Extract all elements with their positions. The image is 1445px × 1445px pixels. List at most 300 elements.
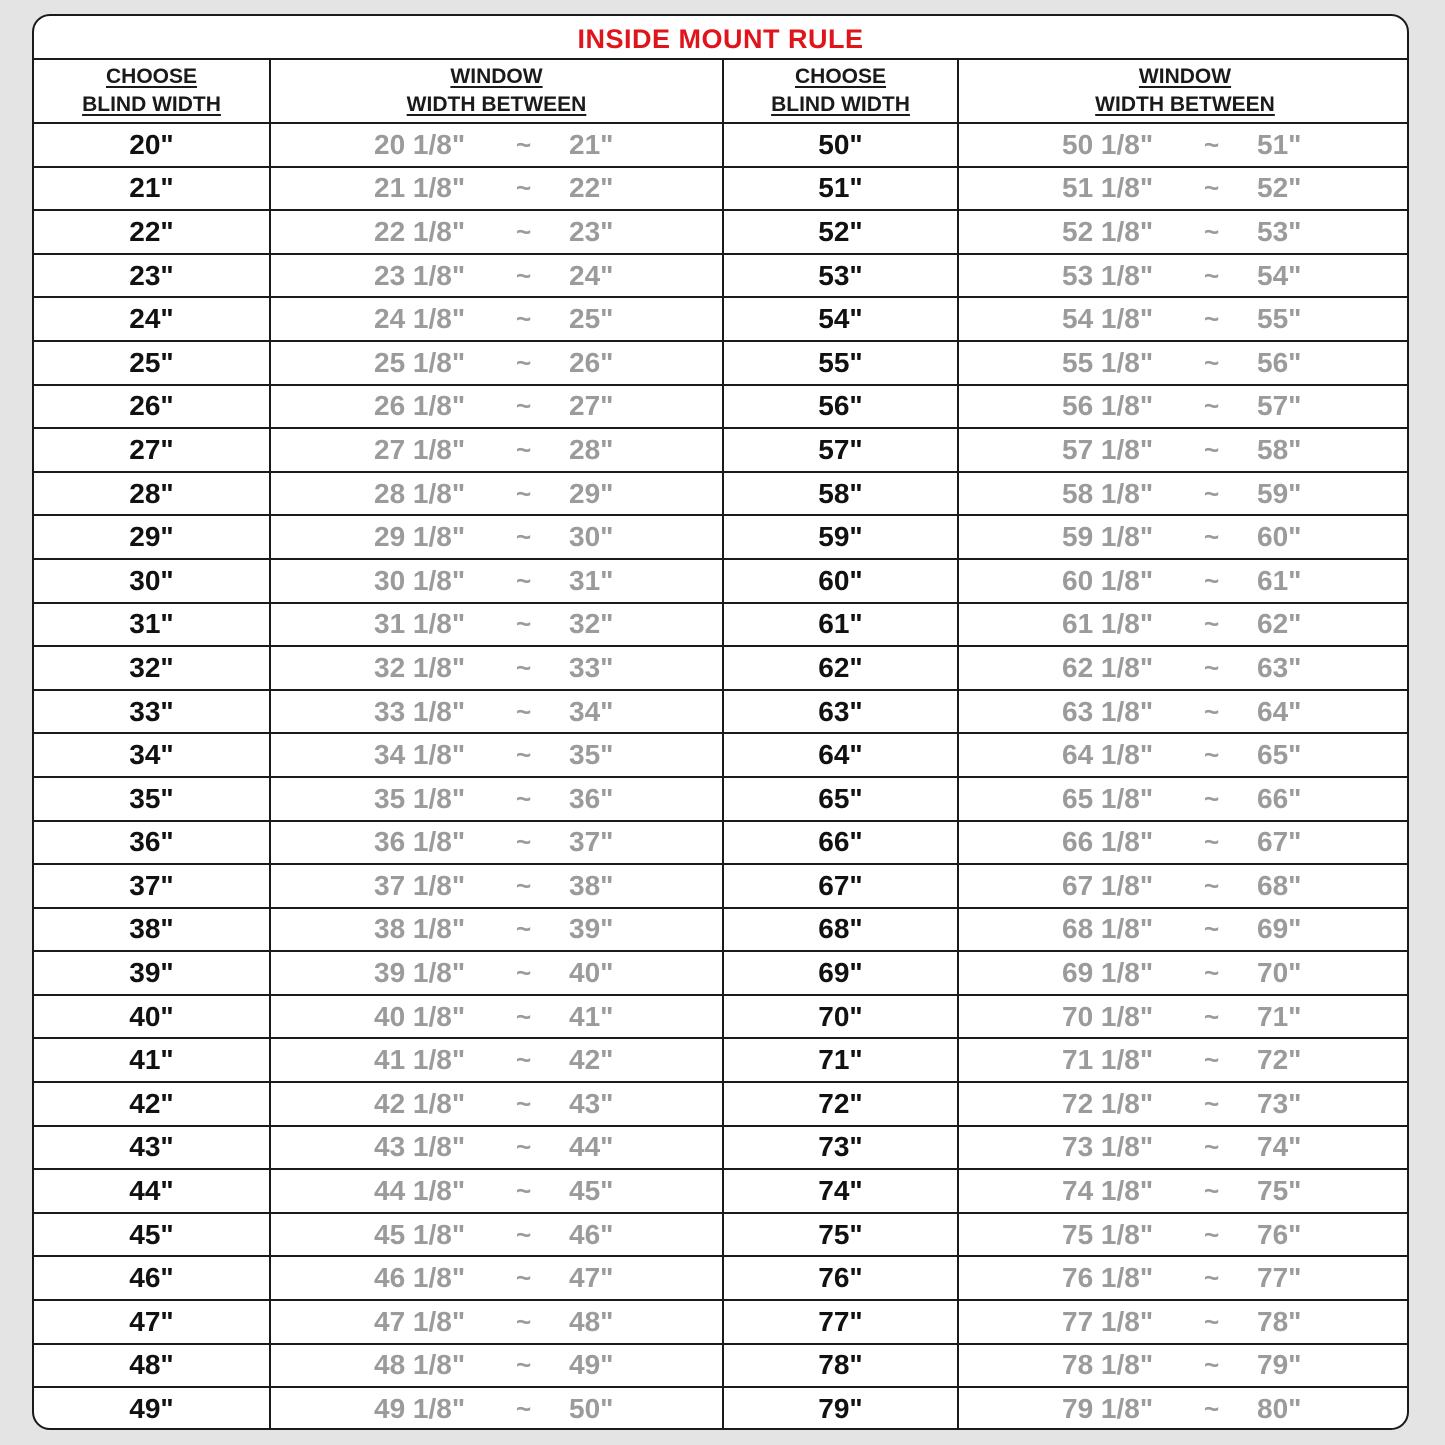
range-separator: ~	[1204, 1262, 1220, 1293]
range-from: 35 1/8"	[374, 782, 466, 814]
table-row	[34, 210, 1409, 254]
window-width-range-right	[958, 733, 1409, 777]
window-width-range-right	[958, 908, 1409, 952]
table-row	[34, 167, 1409, 211]
header-row	[34, 60, 1409, 123]
window-width-range-right	[958, 951, 1409, 995]
window-width-range-left	[270, 1038, 723, 1082]
range-from: 27 1/8"	[374, 433, 466, 465]
range-separator: ~	[1204, 260, 1220, 291]
blind-width-left: 33"	[34, 690, 270, 734]
window-width-range-right	[958, 210, 1409, 254]
range-to: 47"	[569, 1262, 614, 1294]
blind-width-left: 43"	[34, 1126, 270, 1170]
range-separator: ~	[516, 1306, 532, 1337]
window-width-range-right	[958, 515, 1409, 559]
window-width-range-right	[958, 1256, 1409, 1300]
window-width-range-right	[958, 123, 1409, 167]
range-separator: ~	[516, 652, 532, 683]
window-width-range-right	[958, 472, 1409, 516]
range-from: 61 1/8"	[1062, 608, 1154, 640]
range-from: 73 1/8"	[1062, 1131, 1154, 1163]
blind-width-right: 57"	[723, 428, 958, 472]
range-to: 21"	[569, 128, 614, 160]
range-from: 55 1/8"	[1062, 346, 1154, 378]
window-width-range-right	[958, 1169, 1409, 1213]
range-from: 56 1/8"	[1062, 390, 1154, 422]
table-row	[34, 559, 1409, 603]
range-to: 51"	[1257, 128, 1302, 160]
range-to: 27"	[569, 390, 614, 422]
range-to: 24"	[569, 259, 614, 291]
range-to: 72"	[1257, 1044, 1302, 1076]
range-to: 77"	[1257, 1262, 1302, 1294]
header-window-width-between-left: WINDOW WIDTH BETWEEN	[270, 60, 723, 123]
blind-width-left: 35"	[34, 777, 270, 821]
range-to: 30"	[569, 521, 614, 553]
blind-width-right: 73"	[723, 1126, 958, 1170]
range-separator: ~	[516, 478, 532, 509]
table-row	[34, 1344, 1409, 1388]
range-to: 46"	[569, 1218, 614, 1250]
range-from: 37 1/8"	[374, 869, 466, 901]
range-from: 43 1/8"	[374, 1131, 466, 1163]
table-row	[34, 1169, 1409, 1213]
window-width-range-left	[270, 472, 723, 516]
header-choose-blind-width-right: CHOOSE BLIND WIDTH	[723, 60, 958, 123]
window-width-range-left	[270, 1169, 723, 1213]
blind-width-left: 21"	[34, 167, 270, 211]
range-to: 56"	[1257, 346, 1302, 378]
window-width-range-left	[270, 733, 723, 777]
range-separator: ~	[1204, 1001, 1220, 1032]
table-row	[34, 646, 1409, 690]
blind-width-right: 52"	[723, 210, 958, 254]
window-width-range-left	[270, 821, 723, 865]
range-separator: ~	[1204, 870, 1220, 901]
range-from: 77 1/8"	[1062, 1305, 1154, 1337]
window-width-range-left	[270, 167, 723, 211]
range-separator: ~	[1204, 216, 1220, 247]
range-separator: ~	[1204, 1306, 1220, 1337]
blind-width-right: 62"	[723, 646, 958, 690]
range-to: 28"	[569, 433, 614, 465]
range-from: 54 1/8"	[1062, 303, 1154, 335]
window-width-range-left	[270, 254, 723, 298]
table-row	[34, 123, 1409, 167]
range-from: 29 1/8"	[374, 521, 466, 553]
table-row	[34, 1213, 1409, 1257]
range-separator: ~	[1204, 826, 1220, 857]
window-width-range-right	[958, 1300, 1409, 1344]
range-from: 79 1/8"	[1062, 1393, 1154, 1425]
range-to: 69"	[1257, 913, 1302, 945]
window-width-range-left	[270, 123, 723, 167]
header-choose-blind-width-left: CHOOSE BLIND WIDTH	[34, 60, 270, 123]
range-separator: ~	[1204, 1219, 1220, 1250]
range-from: 42 1/8"	[374, 1087, 466, 1119]
range-to: 33"	[569, 651, 614, 683]
range-to: 49"	[569, 1349, 614, 1381]
range-to: 52"	[1257, 172, 1302, 204]
table-row	[34, 515, 1409, 559]
window-width-range-left	[270, 428, 723, 472]
table-row	[34, 995, 1409, 1039]
table-row	[34, 428, 1409, 472]
blind-width-right: 72"	[723, 1082, 958, 1126]
table-row	[34, 908, 1409, 952]
range-from: 59 1/8"	[1062, 521, 1154, 553]
range-to: 62"	[1257, 608, 1302, 640]
range-from: 78 1/8"	[1062, 1349, 1154, 1381]
range-separator: ~	[516, 1044, 532, 1075]
range-to: 31"	[569, 564, 614, 596]
window-width-range-left	[270, 908, 723, 952]
range-from: 25 1/8"	[374, 346, 466, 378]
blind-width-right: 60"	[723, 559, 958, 603]
range-from: 71 1/8"	[1062, 1044, 1154, 1076]
inside-mount-rule-chart	[32, 14, 1409, 1430]
range-to: 41"	[569, 1000, 614, 1032]
blind-width-right: 58"	[723, 472, 958, 516]
range-to: 58"	[1257, 433, 1302, 465]
range-from: 66 1/8"	[1062, 826, 1154, 858]
window-width-range-right	[958, 690, 1409, 734]
range-separator: ~	[516, 696, 532, 727]
range-separator: ~	[1204, 696, 1220, 727]
range-from: 33 1/8"	[374, 695, 466, 727]
table-row	[34, 1300, 1409, 1344]
range-separator: ~	[1204, 390, 1220, 421]
range-from: 60 1/8"	[1062, 564, 1154, 596]
range-separator: ~	[516, 870, 532, 901]
range-to: 43"	[569, 1087, 614, 1119]
range-to: 76"	[1257, 1218, 1302, 1250]
blind-width-right: 53"	[723, 254, 958, 298]
range-from: 32 1/8"	[374, 651, 466, 683]
range-from: 75 1/8"	[1062, 1218, 1154, 1250]
range-from: 24 1/8"	[374, 303, 466, 335]
window-width-range-left	[270, 341, 723, 385]
window-width-range-left	[270, 515, 723, 559]
range-from: 34 1/8"	[374, 739, 466, 771]
range-from: 30 1/8"	[374, 564, 466, 596]
window-width-range-right	[958, 428, 1409, 472]
range-separator: ~	[516, 608, 532, 639]
table-row	[34, 821, 1409, 865]
range-from: 57 1/8"	[1062, 433, 1154, 465]
window-width-range-right	[958, 297, 1409, 341]
range-from: 41 1/8"	[374, 1044, 466, 1076]
blind-width-left: 30"	[34, 559, 270, 603]
range-separator: ~	[516, 216, 532, 247]
window-width-range-left	[270, 1256, 723, 1300]
blind-width-left: 36"	[34, 821, 270, 865]
window-width-range-left	[270, 951, 723, 995]
range-from: 64 1/8"	[1062, 739, 1154, 771]
range-separator: ~	[1204, 652, 1220, 683]
chart-title: INSIDE MOUNT RULE	[34, 16, 1407, 60]
range-from: 52 1/8"	[1062, 215, 1154, 247]
blind-width-left: 24"	[34, 297, 270, 341]
range-separator: ~	[1204, 478, 1220, 509]
table-row	[34, 1038, 1409, 1082]
range-to: 65"	[1257, 739, 1302, 771]
range-separator: ~	[516, 783, 532, 814]
range-to: 66"	[1257, 782, 1302, 814]
table-row	[34, 603, 1409, 647]
range-to: 78"	[1257, 1305, 1302, 1337]
range-from: 44 1/8"	[374, 1175, 466, 1207]
range-from: 38 1/8"	[374, 913, 466, 945]
table-row	[34, 1126, 1409, 1170]
window-width-range-right	[958, 646, 1409, 690]
blind-width-right: 67"	[723, 864, 958, 908]
range-separator: ~	[1204, 347, 1220, 378]
blind-width-right: 61"	[723, 603, 958, 647]
table-row	[34, 690, 1409, 734]
size-table	[34, 60, 1409, 1430]
window-width-range-left	[270, 995, 723, 1039]
window-width-range-right	[958, 559, 1409, 603]
range-separator: ~	[1204, 129, 1220, 160]
range-separator: ~	[516, 434, 532, 465]
window-width-range-right	[958, 821, 1409, 865]
range-separator: ~	[516, 1393, 532, 1424]
range-from: 58 1/8"	[1062, 477, 1154, 509]
table-row	[34, 297, 1409, 341]
blind-width-right: 70"	[723, 995, 958, 1039]
range-separator: ~	[1204, 913, 1220, 944]
blind-width-left: 37"	[34, 864, 270, 908]
window-width-range-left	[270, 385, 723, 429]
blind-width-right: 66"	[723, 821, 958, 865]
window-width-range-left	[270, 210, 723, 254]
range-from: 47 1/8"	[374, 1305, 466, 1337]
table-row	[34, 777, 1409, 821]
range-from: 20 1/8"	[374, 128, 466, 160]
range-separator: ~	[516, 129, 532, 160]
range-to: 37"	[569, 826, 614, 858]
blind-width-left: 38"	[34, 908, 270, 952]
table-row	[34, 341, 1409, 385]
range-to: 59"	[1257, 477, 1302, 509]
range-to: 67"	[1257, 826, 1302, 858]
range-from: 26 1/8"	[374, 390, 466, 422]
table-row	[34, 733, 1409, 777]
range-to: 50"	[569, 1393, 614, 1425]
table-row	[34, 254, 1409, 298]
blind-width-right: 68"	[723, 908, 958, 952]
range-from: 70 1/8"	[1062, 1000, 1154, 1032]
range-separator: ~	[516, 957, 532, 988]
range-to: 48"	[569, 1305, 614, 1337]
range-separator: ~	[516, 390, 532, 421]
window-width-range-right	[958, 1126, 1409, 1170]
blind-width-right: 54"	[723, 297, 958, 341]
window-width-range-left	[270, 777, 723, 821]
range-from: 28 1/8"	[374, 477, 466, 509]
blind-width-left: 28"	[34, 472, 270, 516]
range-to: 55"	[1257, 303, 1302, 335]
blind-width-right: 65"	[723, 777, 958, 821]
blind-width-left: 47"	[34, 1300, 270, 1344]
range-to: 61"	[1257, 564, 1302, 596]
range-from: 51 1/8"	[1062, 172, 1154, 204]
blind-width-left: 39"	[34, 951, 270, 995]
range-separator: ~	[1204, 1393, 1220, 1424]
range-separator: ~	[1204, 783, 1220, 814]
range-to: 32"	[569, 608, 614, 640]
blind-width-right: 76"	[723, 1256, 958, 1300]
range-separator: ~	[516, 1088, 532, 1119]
window-width-range-right	[958, 995, 1409, 1039]
range-separator: ~	[1204, 739, 1220, 770]
range-to: 60"	[1257, 521, 1302, 553]
range-from: 23 1/8"	[374, 259, 466, 291]
range-from: 40 1/8"	[374, 1000, 466, 1032]
range-from: 74 1/8"	[1062, 1175, 1154, 1207]
blind-width-left: 41"	[34, 1038, 270, 1082]
window-width-range-left	[270, 1213, 723, 1257]
range-from: 69 1/8"	[1062, 957, 1154, 989]
range-separator: ~	[1204, 434, 1220, 465]
range-separator: ~	[1204, 303, 1220, 334]
range-to: 44"	[569, 1131, 614, 1163]
blind-width-right: 69"	[723, 951, 958, 995]
blind-width-left: 34"	[34, 733, 270, 777]
range-from: 48 1/8"	[374, 1349, 466, 1381]
blind-width-left: 40"	[34, 995, 270, 1039]
range-to: 38"	[569, 869, 614, 901]
window-width-range-right	[958, 1038, 1409, 1082]
blind-width-left: 23"	[34, 254, 270, 298]
range-from: 65 1/8"	[1062, 782, 1154, 814]
window-width-range-left	[270, 1082, 723, 1126]
window-width-range-right	[958, 1213, 1409, 1257]
window-width-range-right	[958, 777, 1409, 821]
window-width-range-right	[958, 1082, 1409, 1126]
range-from: 53 1/8"	[1062, 259, 1154, 291]
blind-width-right: 59"	[723, 515, 958, 559]
window-width-range-left	[270, 1387, 723, 1430]
range-separator: ~	[516, 1001, 532, 1032]
window-width-range-left	[270, 1300, 723, 1344]
range-to: 74"	[1257, 1131, 1302, 1163]
window-width-range-right	[958, 385, 1409, 429]
blind-width-left: 46"	[34, 1256, 270, 1300]
window-width-range-left	[270, 864, 723, 908]
blind-width-left: 42"	[34, 1082, 270, 1126]
range-to: 80"	[1257, 1393, 1302, 1425]
range-separator: ~	[516, 1349, 532, 1380]
blind-width-left: 44"	[34, 1169, 270, 1213]
table-row	[34, 1256, 1409, 1300]
blind-width-left: 25"	[34, 341, 270, 385]
range-separator: ~	[516, 347, 532, 378]
table-row	[34, 1082, 1409, 1126]
range-from: 31 1/8"	[374, 608, 466, 640]
range-from: 46 1/8"	[374, 1262, 466, 1294]
range-separator: ~	[516, 739, 532, 770]
range-to: 63"	[1257, 651, 1302, 683]
range-to: 53"	[1257, 215, 1302, 247]
range-to: 22"	[569, 172, 614, 204]
window-width-range-left	[270, 690, 723, 734]
blind-width-left: 26"	[34, 385, 270, 429]
window-width-range-right	[958, 1344, 1409, 1388]
range-to: 79"	[1257, 1349, 1302, 1381]
blind-width-right: 51"	[723, 167, 958, 211]
blind-width-left: 31"	[34, 603, 270, 647]
range-from: 21 1/8"	[374, 172, 466, 204]
blind-width-left: 29"	[34, 515, 270, 559]
blind-width-left: 22"	[34, 210, 270, 254]
table-row	[34, 951, 1409, 995]
range-to: 23"	[569, 215, 614, 247]
blind-width-right: 77"	[723, 1300, 958, 1344]
range-separator: ~	[1204, 1044, 1220, 1075]
window-width-range-left	[270, 559, 723, 603]
table-row	[34, 1387, 1409, 1430]
blind-width-right: 78"	[723, 1344, 958, 1388]
range-separator: ~	[1204, 172, 1220, 203]
window-width-range-left	[270, 646, 723, 690]
range-to: 70"	[1257, 957, 1302, 989]
blind-width-right: 79"	[723, 1387, 958, 1430]
range-separator: ~	[516, 1219, 532, 1250]
blind-width-right: 63"	[723, 690, 958, 734]
range-to: 42"	[569, 1044, 614, 1076]
range-from: 36 1/8"	[374, 826, 466, 858]
range-from: 39 1/8"	[374, 957, 466, 989]
blind-width-left: 32"	[34, 646, 270, 690]
range-separator: ~	[516, 913, 532, 944]
window-width-range-left	[270, 297, 723, 341]
table-row	[34, 385, 1409, 429]
table-row	[34, 472, 1409, 516]
range-from: 67 1/8"	[1062, 869, 1154, 901]
range-to: 36"	[569, 782, 614, 814]
range-separator: ~	[516, 260, 532, 291]
range-from: 72 1/8"	[1062, 1087, 1154, 1119]
range-separator: ~	[1204, 957, 1220, 988]
range-separator: ~	[516, 826, 532, 857]
range-separator: ~	[1204, 1175, 1220, 1206]
blind-width-right: 50"	[723, 123, 958, 167]
window-width-range-left	[270, 603, 723, 647]
range-to: 40"	[569, 957, 614, 989]
window-width-range-right	[958, 864, 1409, 908]
range-to: 57"	[1257, 390, 1302, 422]
range-from: 76 1/8"	[1062, 1262, 1154, 1294]
range-separator: ~	[516, 303, 532, 334]
window-width-range-left	[270, 1344, 723, 1388]
range-to: 71"	[1257, 1000, 1302, 1032]
range-from: 49 1/8"	[374, 1393, 466, 1425]
range-to: 73"	[1257, 1087, 1302, 1119]
range-separator: ~	[516, 565, 532, 596]
range-separator: ~	[516, 521, 532, 552]
blind-width-right: 71"	[723, 1038, 958, 1082]
range-to: 34"	[569, 695, 614, 727]
range-to: 68"	[1257, 869, 1302, 901]
blind-width-left: 48"	[34, 1344, 270, 1388]
range-separator: ~	[1204, 1088, 1220, 1119]
range-from: 62 1/8"	[1062, 651, 1154, 683]
range-separator: ~	[516, 1262, 532, 1293]
range-to: 54"	[1257, 259, 1302, 291]
